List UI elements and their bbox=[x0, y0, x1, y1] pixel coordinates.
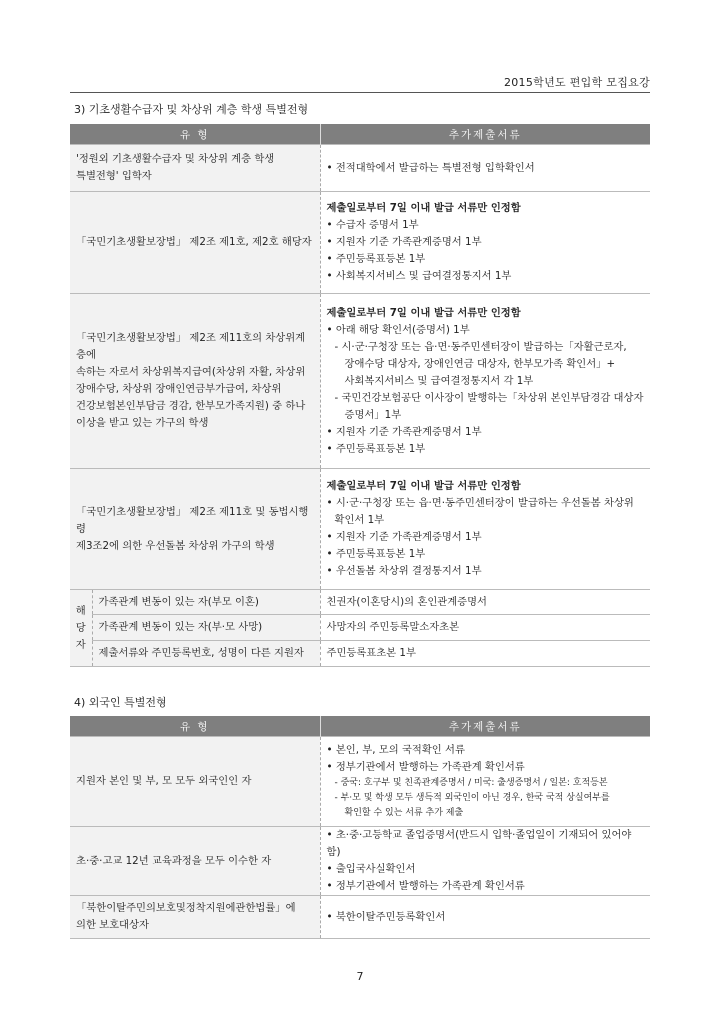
table-row bbox=[70, 615, 650, 641]
section-3-title: 3) 기초생활수급자 및 차상위 계층 학생 특별전형 bbox=[74, 103, 309, 116]
section-4-table bbox=[70, 716, 650, 939]
docs-cell: • 본인, 부, 모의 국적확인 서류 • 정부기관에서 발행하는 가족관계 확인서류 - 중국: 호구부 및 친족관계증명서 / 미국: 출생증명서 / 일본: 호적등본 - 부·모 및 학생 모두 생득적 외국인이 아닌 경우, 한국 국적 상실여부를 확인할 수 있는 서류 추가 제출 bbox=[320, 737, 650, 827]
table-row bbox=[70, 145, 650, 192]
docs-cell: 사망자의 주민등록말소자초본 bbox=[320, 615, 650, 641]
table-row bbox=[70, 827, 650, 896]
section-3-table bbox=[70, 124, 650, 667]
docs-cell: 주민등록표초본 1부 bbox=[320, 641, 650, 667]
type-cell: 초·중·고교 12년 교육과정을 모두 이수한 자 bbox=[70, 827, 320, 896]
docs-cell: • 북한이탈주민등록확인서 bbox=[320, 896, 650, 939]
col-type-header: 유 형 bbox=[70, 124, 320, 145]
document-header: 2015학년도 편입학 모집요강 bbox=[503, 76, 650, 89]
docs-cell: 제출일로부터 7일 이내 발급 서류만 인정함 • 수급자 증명서 1부 • 지원자 기준 가족관계증명서 1부 • 주민등록표등본 1부 • 사회복지서비스 및 급여결정통지서 1부 bbox=[320, 192, 650, 294]
table-row bbox=[70, 896, 650, 939]
header-rule bbox=[70, 92, 650, 93]
type-cell: 「북한이탈주민의보호및정착지원에관한법률」에 의한 보호대상자 bbox=[70, 896, 320, 939]
type-cell: 지원자 본인 및 부, 모 모두 외국인인 자 bbox=[70, 737, 320, 827]
docs-cell: • 전적대학에서 발급하는 특별전형 입학확인서 bbox=[320, 145, 650, 192]
table-row bbox=[70, 590, 650, 615]
docs-cell: 제출일로부터 7일 이내 발급 서류만 인정함 • 시·군·구청장 또는 읍·면·동주민센터장이 발급하는 우선돌봄 차상위 확인서 1부 • 지원자 기준 가족관계증명서 1부 • 주민등록표등본 1부 • 우선돌봄 차상위 결정통지서 1부 bbox=[320, 469, 650, 590]
type-cell: 가족관계 변동이 있는 자(부·모 사망) bbox=[92, 615, 320, 641]
docs-cell: 친권자(이혼당시)의 혼인관계증명서 bbox=[320, 590, 650, 615]
page-number: 7 bbox=[356, 970, 364, 983]
section-4-title: 4) 외국인 특별전형 bbox=[74, 696, 167, 709]
table-row bbox=[70, 192, 650, 294]
docs-cell: • 초·중·고등학교 졸업증명서(반드시 입학·졸업일이 기재되어 있어야 함) • 출입국사실확인서 • 정부기관에서 발행하는 가족관계 확인서류 bbox=[320, 827, 650, 896]
table-row bbox=[70, 641, 650, 667]
type-cell: '정원외 기초생활수급자 및 차상위 계층 학생 특별전형' 입학자 bbox=[70, 145, 320, 192]
docs-cell: 제출일로부터 7일 이내 발급 서류만 인정함 • 아래 해당 확인서(증명서) 1부 - 시·군·구청장 또는 읍·면·동주민센터장이 발급하는「자활근로자, 장애수당 대상자, 장애인연금 대상자, 한부모가족 확인서」+ 사회복지서비스 및 급여결정통지서 각 1부 - 국민건강보험공단 이사장이 발행하는「차상위 본인부담경감 대상자 증명서」1부 • 지원자 기준 가족관계증명서 1부 • 주민등록표등본 1부 bbox=[320, 294, 650, 469]
type-cell: 「국민기초생활보장법」 제2조 제11호 및 동법시행령 제3조2에 의한 우선돌봄 차상위 가구의 학생 bbox=[70, 469, 320, 590]
type-cell: 제출서류와 주민등록번호, 성명이 다른 지원자 bbox=[92, 641, 320, 667]
table-row bbox=[70, 737, 650, 827]
table-row bbox=[70, 469, 650, 590]
applicant-side-label: 해 당 자 bbox=[70, 590, 92, 667]
col-type-header: 유 형 bbox=[70, 716, 320, 737]
col-docs-header: 추가제출서류 bbox=[320, 124, 650, 145]
type-cell: 「국민기초생활보장법」 제2조 제11호의 차상위계층에 속하는 자로서 차상위복지급여(차상위 자활, 차상위 장애수당, 차상위 장애인연금부가급여, 차상위 건강보험본인부담금 경감, 한부모가족지원) 중 하나 이상을 받고 있는 가구의 학생 bbox=[70, 294, 320, 469]
table-row bbox=[70, 294, 650, 469]
type-cell: 가족관계 변동이 있는 자(부모 이혼) bbox=[92, 590, 320, 615]
col-docs-header: 추가제출서류 bbox=[320, 716, 650, 737]
type-cell: 「국민기초생활보장법」 제2조 제1호, 제2호 해당자 bbox=[70, 192, 320, 294]
